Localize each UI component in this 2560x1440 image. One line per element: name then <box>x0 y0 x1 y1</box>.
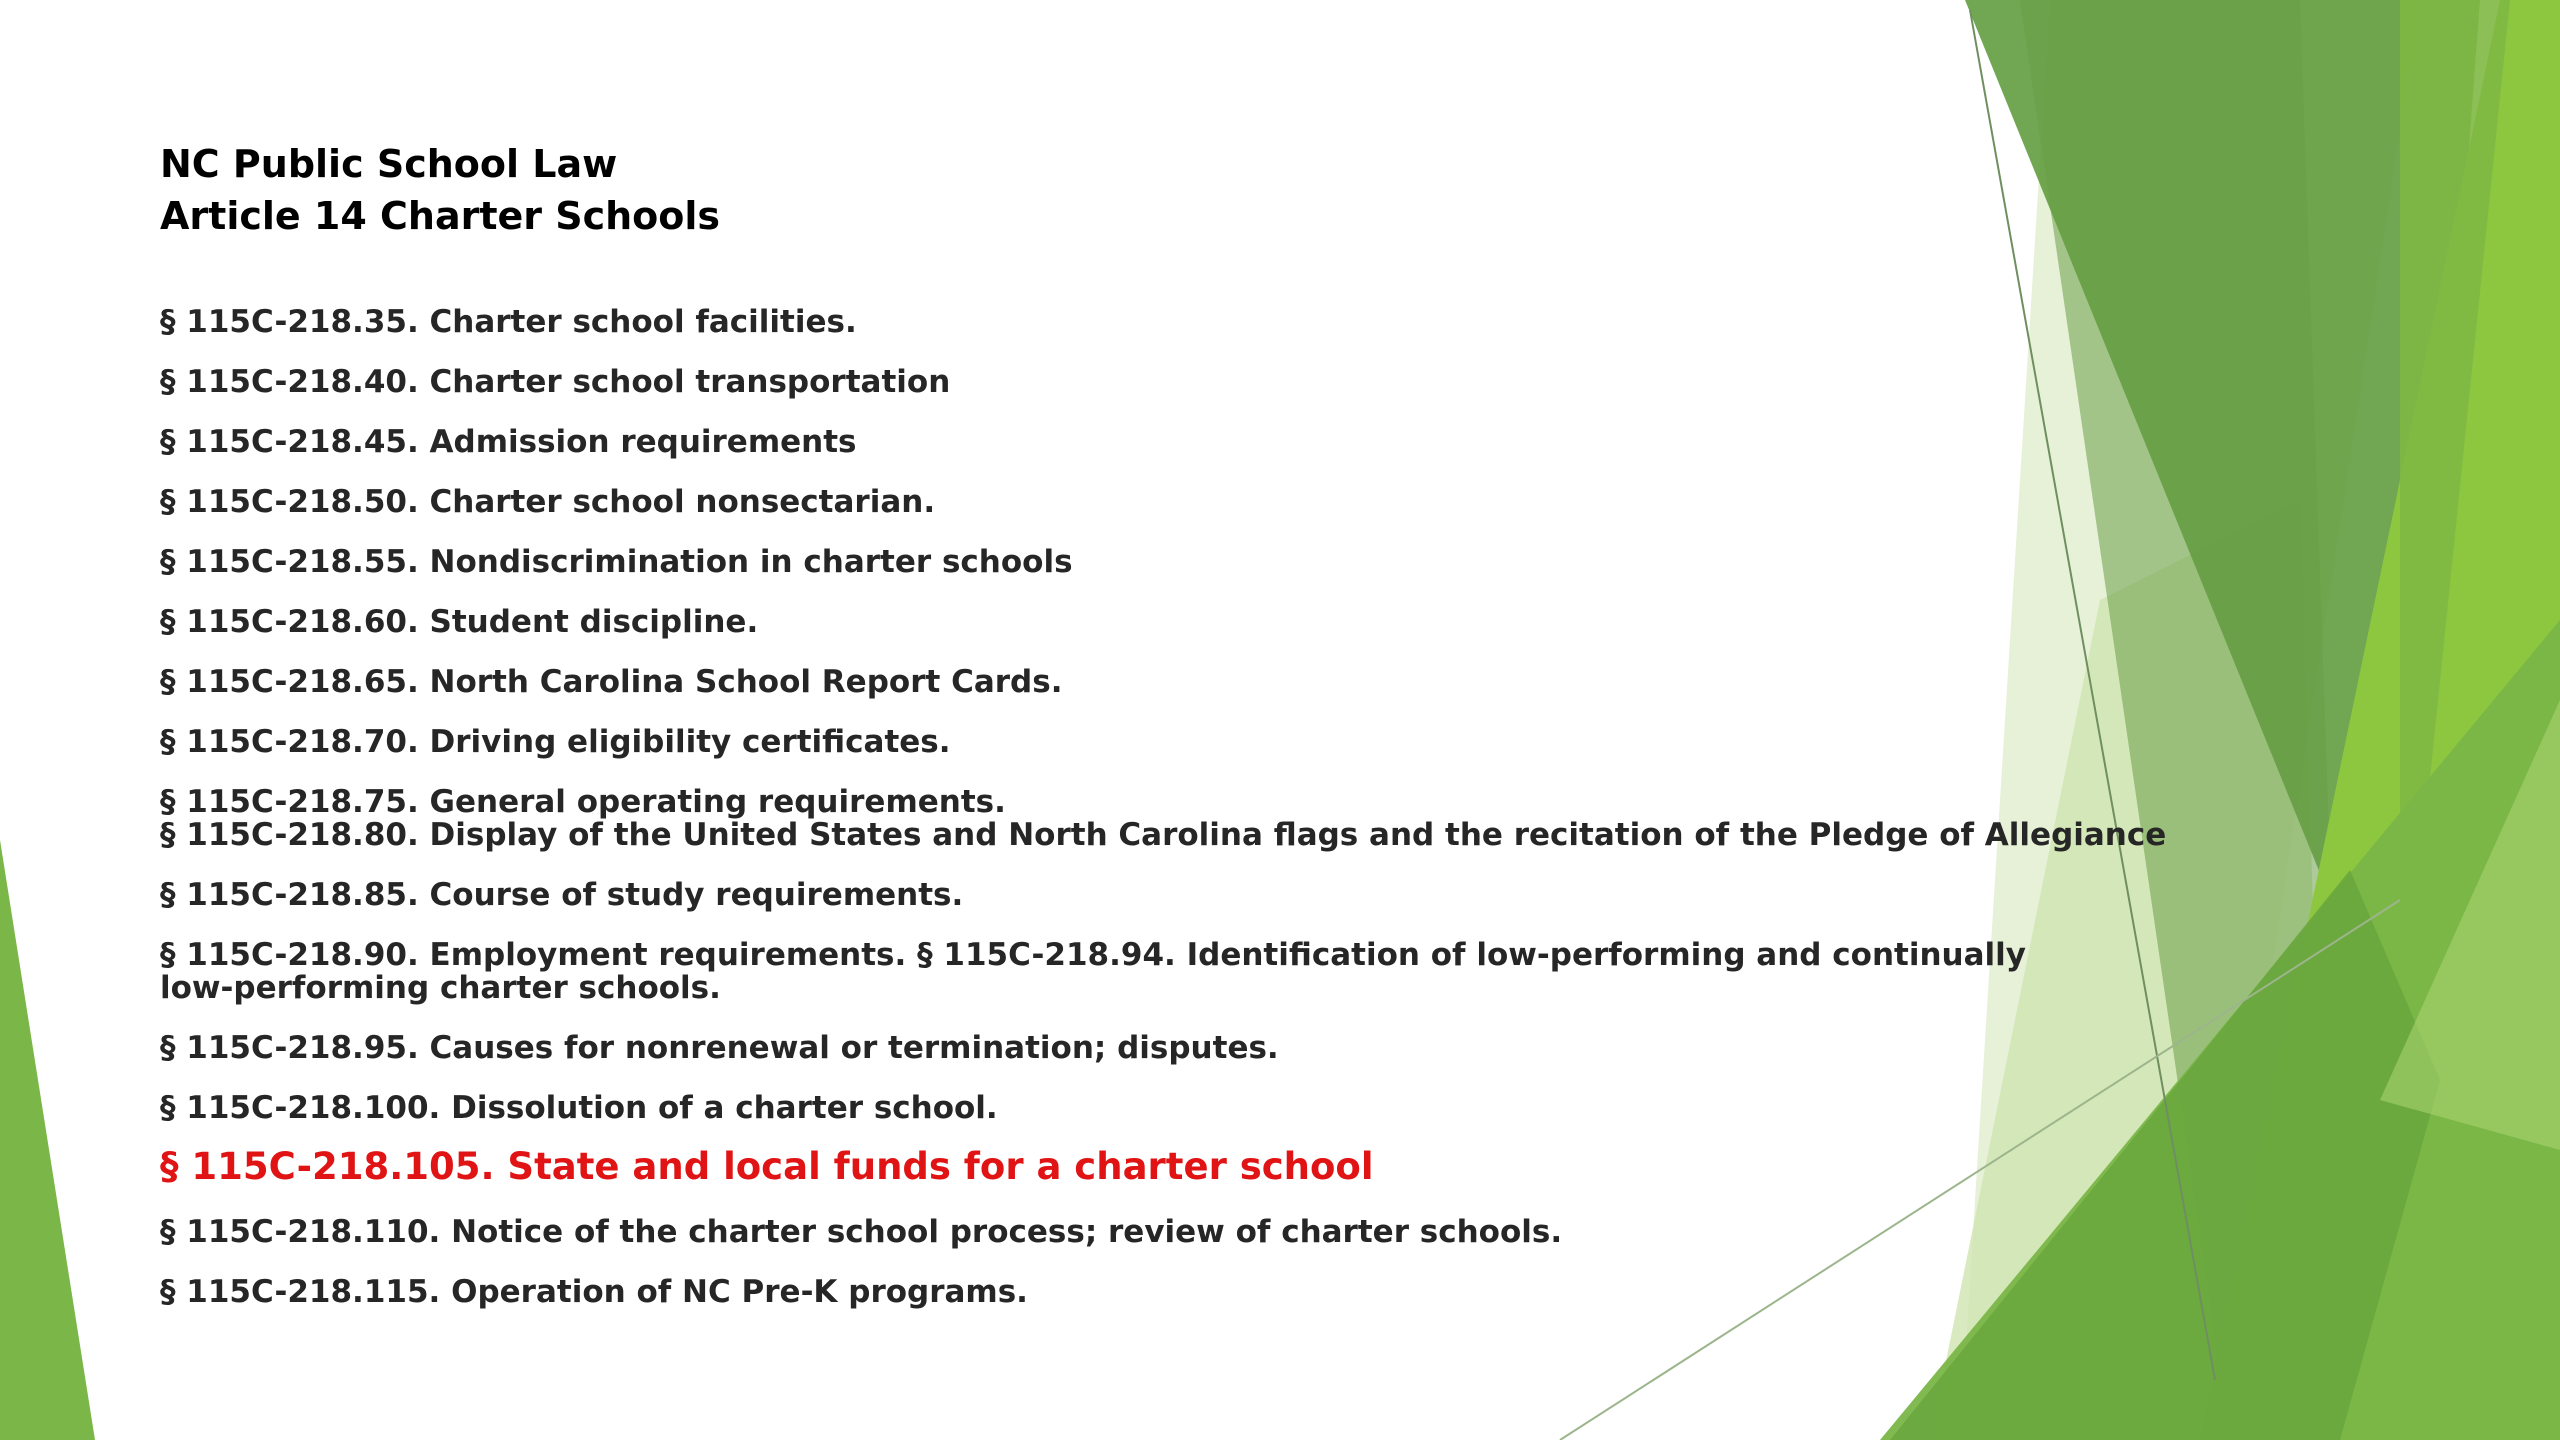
section-item: § 115C-218.80. Display of the United States and North Carolina flags and the recitation of the Pledge of Allegiance <box>160 817 2167 853</box>
content-area <box>160 138 2167 1310</box>
section-item: § 115C-218.55. Nondiscrimination in charter schools <box>160 544 1073 580</box>
section-item: § 115C-218.40. Charter school transportation <box>160 364 951 400</box>
section-item: § 115C-218.95. Causes for nonrenewal or termination; disputes. <box>160 1030 1279 1066</box>
section-item: § 115C-218.115. Operation of NC Pre-K programs. <box>160 1274 1028 1310</box>
slide-title <box>160 138 2060 242</box>
section-item: § 115C-218.110. Notice of the charter school process; review of charter schools. <box>160 1214 1563 1250</box>
section-item: § 115C-218.100. Dissolution of a charter school. <box>160 1090 998 1126</box>
section-item: § 115C-218.50. Charter school nonsectarian. <box>160 484 936 520</box>
section-item: § 115C-218.35. Charter school facilities. <box>160 304 857 340</box>
section-item: § 115C-218.65. North Carolina School Report Cards. <box>160 664 1063 700</box>
section-item: § 115C-218.45. Admission requirements <box>160 424 857 460</box>
section-item: § 115C-218.70. Driving eligibility certificates. <box>160 724 951 760</box>
section-item: § 115C-218.60. Student discipline. <box>160 604 759 640</box>
left-green-sliver <box>0 840 95 1440</box>
section-item: § 115C-218.75. General operating requirements. <box>160 784 1006 820</box>
section-item: § 115C-218.85. Course of study requirements. <box>160 877 964 913</box>
title-line-1: NC Public School Law <box>160 142 618 186</box>
section-item: § 115C-218.90. Employment requirements. § 115C-218.94. Identification of low-performing and continually low-performing charter schools. <box>160 937 2026 1006</box>
highlighted-section-item: § 115C-218.105. State and local funds for a charter school <box>160 1145 1374 1188</box>
title-line-2: Article 14 Charter Schools <box>160 194 721 238</box>
